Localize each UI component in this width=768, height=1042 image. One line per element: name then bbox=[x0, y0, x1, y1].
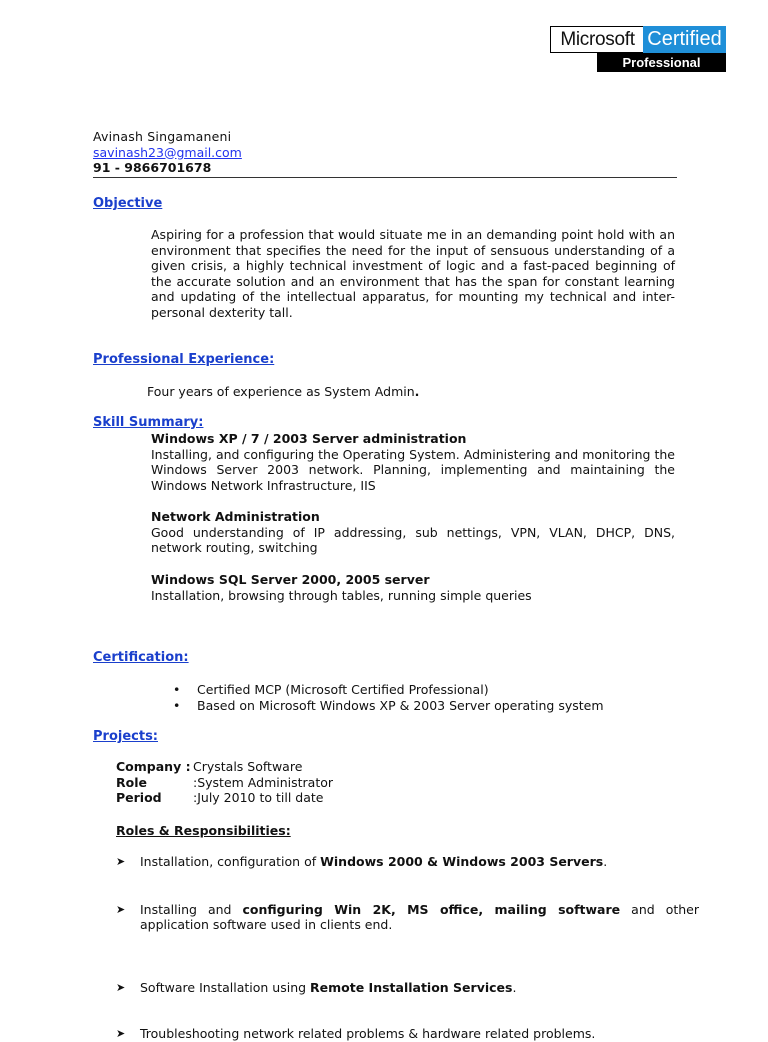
certification-heading: Certification: bbox=[93, 650, 189, 665]
phone-number: 91 - 9866701678 bbox=[93, 160, 212, 175]
skill-item bbox=[151, 431, 675, 493]
skill-description: Good understanding of IP addressing, sub nettings, VPN, VLAN, DHCP, DNS, network routing, switching bbox=[151, 524, 675, 555]
role-label: Role bbox=[116, 774, 147, 790]
certification-text: Certified MCP (Microsoft Certified Professional) bbox=[197, 682, 489, 697]
skill-item bbox=[151, 509, 675, 556]
list-item bbox=[116, 980, 699, 996]
arrow-bullet-icon: ➤ bbox=[116, 980, 126, 994]
responsibility-emphasis: Remote Installation Services bbox=[310, 979, 513, 995]
responsibility-text: Installing and bbox=[140, 901, 243, 917]
skill-title: Windows XP / 7 / 2003 Server administration bbox=[151, 431, 467, 446]
experience-period: . bbox=[414, 384, 420, 399]
arrow-bullet-icon: ➤ bbox=[116, 855, 126, 868]
role-value: :System Administrator bbox=[193, 774, 334, 790]
skill-title: Network Administration bbox=[151, 509, 320, 524]
certification-text: Based on Microsoft Windows XP & 2003 Server operating system bbox=[197, 697, 604, 713]
email-link[interactable]: savinash23@gmail.com bbox=[93, 144, 242, 160]
roles-heading: Roles & Responsibilities: bbox=[116, 823, 291, 838]
project-details bbox=[116, 759, 333, 806]
responsibility-text: Software Installation using bbox=[140, 979, 311, 995]
responsibility-text-end: and other application software used in clients end. bbox=[140, 901, 699, 932]
objective-text: Aspiring for a profession that would situate me in an demanding point hold with an environment that specifies the need for the input of sensuous understanding of a given crisis, a highly technical investment of logic and a fast-paced beginning of the accurate solution and an environment that has the span for constant learning and updating of the intellectual apparatus, for mounting my technical and inter-personal dexterity tall. bbox=[151, 227, 675, 320]
arrow-bullet-icon: ➤ bbox=[116, 1027, 126, 1040]
skill-summary-heading: Skill Summary: bbox=[93, 415, 204, 430]
microsoft-certified-logo bbox=[550, 26, 726, 72]
skill-description: Installing, and configuring the Operating System. Administering and monitoring the Windows Server 2003 network. Planning, implementing and maintaining the Windows Network Infrastructure, IIS bbox=[151, 446, 675, 493]
list-item bbox=[116, 902, 699, 933]
candidate-name: Avinash Singamaneni bbox=[93, 129, 232, 144]
experience-heading: Professional Experience: bbox=[93, 352, 275, 367]
company-value: Crystals Software bbox=[193, 759, 303, 774]
skill-description: Installation, browsing through tables, running simple queries bbox=[151, 587, 532, 603]
responsibility-text-end: . bbox=[512, 979, 517, 995]
responsibility-emphasis: Windows 2000 & Windows 2003 Servers bbox=[320, 854, 604, 869]
list-item bbox=[173, 698, 673, 714]
skill-item bbox=[151, 572, 675, 603]
bullet-icon: • bbox=[173, 682, 181, 697]
responsibility-text: Troubleshooting network related problems & hardware related problems. bbox=[140, 1026, 596, 1041]
bullet-icon: • bbox=[173, 697, 181, 713]
list-item bbox=[116, 854, 699, 870]
skill-title: Windows SQL Server 2000, 2005 server bbox=[151, 572, 430, 587]
logo-professional-text: Professional bbox=[597, 53, 726, 72]
arrow-bullet-icon: ➤ bbox=[116, 902, 126, 916]
list-item bbox=[173, 682, 673, 698]
responsibility-emphasis: configuring Win 2K, MS office, mailing software bbox=[242, 901, 621, 917]
experience-summary: Four years of experience as System Admin bbox=[147, 384, 415, 399]
company-label: Company : bbox=[116, 759, 191, 774]
header-divider bbox=[93, 177, 677, 178]
responsibility-text-end: . bbox=[603, 854, 608, 869]
contact-header bbox=[93, 129, 242, 176]
logo-microsoft-text: Microsoft bbox=[550, 26, 645, 53]
responsibility-text: Installation, configuration of bbox=[140, 854, 321, 869]
list-item bbox=[116, 1026, 699, 1042]
period-value: :July 2010 to till date bbox=[193, 790, 324, 805]
projects-heading: Projects: bbox=[93, 729, 158, 744]
experience-text bbox=[147, 384, 419, 400]
certification-list bbox=[173, 682, 673, 713]
objective-heading: Objective bbox=[93, 196, 163, 211]
logo-certified-text: Certified bbox=[643, 26, 726, 53]
period-label: Period bbox=[116, 790, 162, 805]
